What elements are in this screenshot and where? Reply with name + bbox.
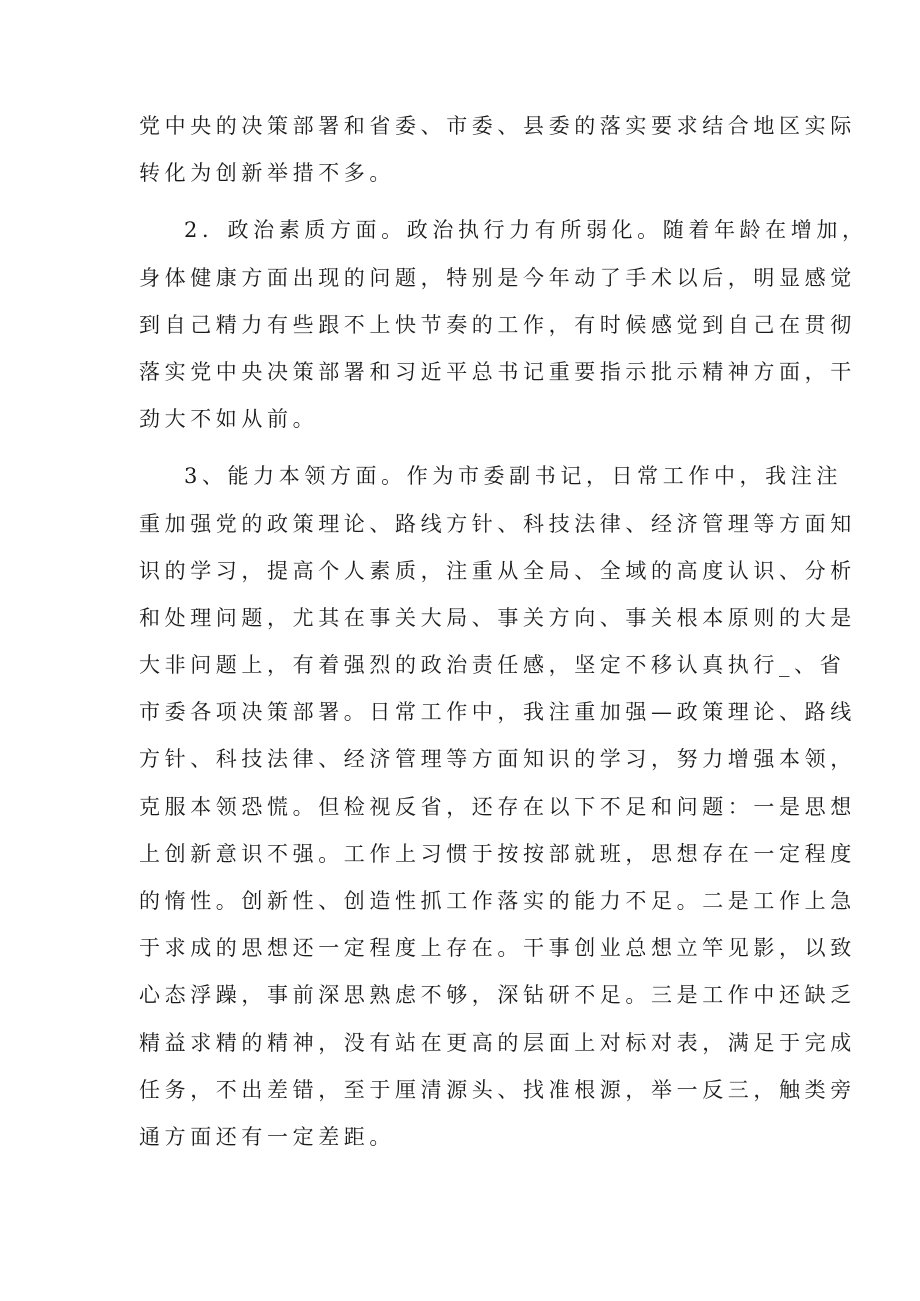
text-line: 重加强党的政策理论、路线方针、科技法律、经济管理等方面知 [139, 511, 856, 536]
text-line: 于求成的思想还一定程度上存在。干事创业总想立竿见影，以致 [139, 936, 856, 961]
paragraph-2 [139, 207, 868, 443]
text-line: 方针、科技法律、经济管理等方面知识的学习，努力增强本领， [139, 747, 856, 772]
text-line: 大非问题上，有着强烈的政治责任感，坚定不移认真执行_、省 [139, 653, 846, 678]
text-line: 任务，不出差错，至于厘清源头、找准根源，举一反三，触类旁 [139, 1077, 856, 1102]
text-line: 上创新意识不强。工作上习惯于按按部就班，思想存在一定程度 [139, 841, 856, 866]
text-line: 通方面还有一定差距。 [139, 1124, 395, 1149]
text-line: 转化为创新举措不多。 [139, 161, 395, 186]
text-line: 到自己精力有些跟不上快节奏的工作，有时候感觉到自己在贯彻 [139, 312, 856, 337]
paragraph-1 [139, 103, 856, 197]
paragraph-gap [139, 443, 784, 453]
text-line: 2．政治素质方面。政治执行力有所弱化。随着年龄在增加， [184, 218, 868, 243]
text-line: 和处理问题，尤其在事关大局、事关方向、事关根本原则的大是 [139, 605, 856, 630]
text-line: 识的学习，提高个人素质，注重从全局、全域的高度认识、分析 [139, 558, 856, 583]
text-line: 身体健康方面出现的问题，特别是今年动了手术以后，明显感觉 [139, 265, 856, 290]
text-line: 市委各项决策部署。日常工作中，我注重加强—政策理论、路线 [139, 700, 856, 725]
text-line: 党中央的决策部署和省委、市委、县委的落实要求结合地区实际 [139, 114, 856, 138]
text-line: 的惰性。创新性、创造性抓工作落实的能力不足。二是工作上急 [139, 889, 856, 913]
text-line: 心态浮躁，事前深思熟虑不够，深钻研不足。三是工作中还缺乏 [139, 983, 856, 1008]
paragraph-gap [139, 197, 784, 207]
paragraph-3 [139, 453, 856, 1161]
text-line: 3、能力本领方面。作为市委副书记，日常工作中，我注注 [184, 464, 842, 489]
text-line: 克服本领恐慌。但检视反省，还存在以下不足和问题：一是思想 [139, 794, 856, 819]
text-line: 落实党中央决策部署和习近平总书记重要指示批示精神方面，干 [139, 359, 856, 384]
document-body [139, 103, 868, 1161]
text-line: 精益求精的精神，没有站在更高的层面上对标对表，满足于完成 [139, 1030, 856, 1055]
text-line: 劲大不如从前。 [139, 407, 319, 432]
